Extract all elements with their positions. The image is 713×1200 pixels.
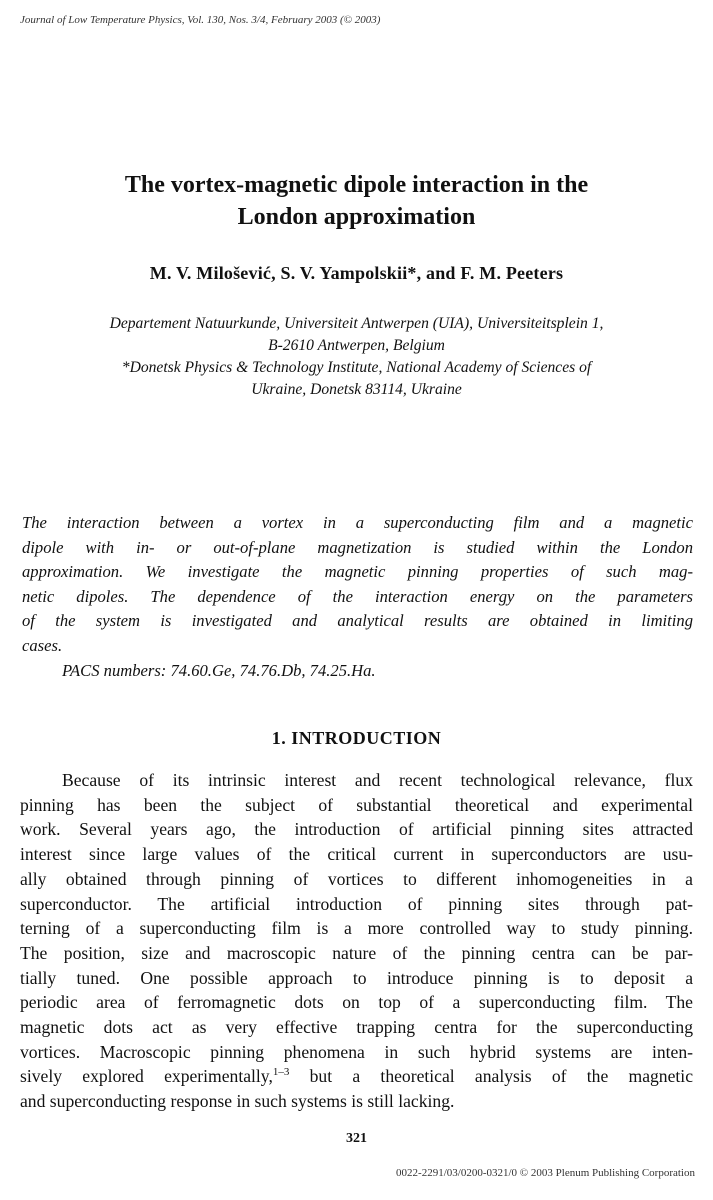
- body-line: magnetic dots act as very effective trapping centra for the superconducting: [20, 1017, 693, 1038]
- pacs-numbers: PACS numbers: 74.60.Ge, 74.76.Db, 74.25.Ha.: [62, 661, 376, 680]
- body-line: Because of its intrinsic interest and recent technological relevance, flux: [62, 770, 693, 790]
- body-line: pinning has been the subject of substantial theoretical and experimental: [20, 794, 693, 815]
- body-line: ally obtained through pinning of vortices to different inhomogeneities in a: [20, 868, 693, 889]
- title-line: The vortex-magnetic dipole interaction in the: [124, 172, 589, 198]
- abstract-line: approximation. We investigate the magnetic pinning properties of such mag-: [22, 562, 693, 581]
- section-heading: 1. INTRODUCTION: [271, 728, 442, 748]
- affiliations: [20, 313, 693, 401]
- body-line: superconductor. The artificial introduction of pinning sites through pat-: [20, 893, 693, 914]
- body-text-segment: sively explored experimentally,: [20, 1066, 273, 1087]
- introduction-text: [20, 768, 693, 1114]
- abstract-line: dipole with in- or out-of-plane magnetization is studied within the London: [22, 537, 693, 557]
- body-text-segment: but a theoretical analysis of the magnetic: [289, 1066, 693, 1087]
- body-line: The position, size and macroscopic nature of the pinning centra can be par-: [20, 942, 693, 963]
- body-line-citation: [20, 1064, 693, 1089]
- body-line: terning of a superconducting film is a more controlled way to study pinning.: [20, 918, 693, 939]
- citation-superscript[interactable]: 1–3: [272, 1066, 290, 1079]
- body-line: tially tuned. One possible approach to introduce pinning is to deposit a: [20, 967, 693, 988]
- affiliation-line: *Donetsk Physics & Technology Institute, National Academy of Sciences of: [121, 359, 592, 376]
- paper-title: [20, 169, 693, 233]
- affiliation-line: B-2610 Antwerpen, Belgium: [268, 337, 445, 354]
- affiliation-line: Departement Natuurkunde, Universiteit Antwerpen (UIA), Universiteitsplein 1,: [109, 315, 604, 332]
- abstract-line: netic dipoles. The dependence of the interaction energy on the parameters: [22, 586, 693, 606]
- title-line: London approximation: [237, 204, 476, 230]
- author-list: M. V. Milošević, S. V. Yampolskii*, and F. M. Peeters: [149, 263, 564, 283]
- abstract-line: The interaction between a vortex in a superconducting film and a magnetic: [22, 513, 693, 532]
- body-line: work. Several years ago, the introduction of artificial pinning sites attracted: [20, 819, 693, 840]
- journal-header: Journal of Low Temperature Physics, Vol. 130, Nos. 3/4, February 2003 (© 2003): [20, 14, 381, 26]
- abstract-line: of the system is investigated and analytical results are obtained in limiting: [22, 611, 693, 630]
- affiliation-line: Ukraine, Donetsk 83114, Ukraine: [251, 381, 462, 398]
- abstract-line: cases.: [22, 635, 63, 655]
- copyright-notice: 0022-2291/03/0200-0321/0 © 2003 Plenum Publishing Corporation: [396, 1167, 695, 1179]
- body-line: and superconducting response in such systems is still lacking.: [20, 1091, 455, 1112]
- body-line: periodic area of ferromagnetic dots on top of a superconducting film. The: [20, 992, 693, 1013]
- abstract: [22, 511, 693, 658]
- body-line: vortices. Macroscopic pinning phenomena in such hybrid systems are inten-: [20, 1041, 693, 1062]
- body-line: interest since large values of the critical current in superconductors are usu-: [20, 844, 693, 865]
- page-number: 321: [346, 1131, 367, 1146]
